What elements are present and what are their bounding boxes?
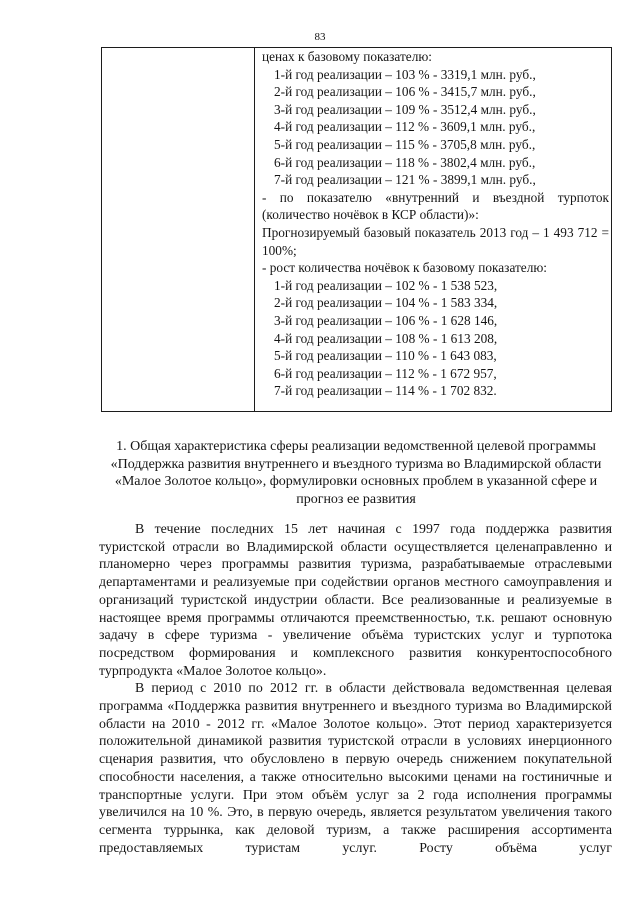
body-text	[99, 521, 612, 857]
program-table	[101, 47, 612, 412]
page-number: 83	[314, 31, 326, 43]
table-line: 4-й год реализации – 112 % - 3609,1 млн. руб.,	[274, 119, 536, 135]
table-line: 2-й год реализации – 106 % - 3415,7 млн. руб.,	[274, 84, 536, 100]
table-line: - рост количества ночёвок к базовому показателю:	[262, 260, 547, 276]
table-column-divider	[254, 48, 255, 411]
table-line: 7-й год реализации – 114 % - 1 702 832.	[274, 383, 497, 399]
table-line: 3-й год реализации – 106 % - 1 628 146,	[274, 312, 498, 328]
table-line: 5-й год реализации – 110 % - 1 643 083,	[274, 348, 497, 364]
table-line: - по показателю «внутренний и въездной турпоток (количество ночёвок в КСР области)»:	[262, 189, 609, 223]
table-line: 6-й год реализации – 118 % - 3802,4 млн. руб.,	[274, 154, 536, 170]
table-line: 2-й год реализации – 104 % - 1 583 334,	[274, 295, 498, 311]
table-cell-indicators	[262, 48, 609, 400]
table-line: 3-й год реализации – 109 % - 3512,4 млн. руб.,	[274, 101, 536, 117]
table-line: 4-й год реализации – 108 % - 1 613 208,	[274, 330, 498, 346]
section-heading: 1. Общая характеристика сферы реализации ведомственной целевой программы «Поддержка развития внутреннего и въездного туризма во Владимирской области «Малое Золотое кольцо», формулировки основных проблем в указанной сфере и прогноз ее развития	[110, 439, 602, 507]
table-line: 1-й год реализации – 102 % - 1 538 523,	[274, 277, 498, 293]
table-line: 5-й год реализации – 115 % - 3705,8 млн. руб.,	[274, 136, 536, 152]
table-line: ценах к базовому показателю:	[262, 49, 432, 64]
paragraph: В течение последних 15 лет начиная с 1997 года поддержка развития туристской отрасли во Владимирской области осуществляется целенаправленно и планомерно через программы развития туризма, разрабатываемые отраслевыми департаментами и реализуемые при содействии органов местного самоуправления и организаций туристской индустрии области. Все реализованные и реализуемые в настоящее время программы отличаются преемственностью, т.к. решают основную задачу в сфере туризма - увеличение объёма туристских услуг и турпотока посредством формирования и комплексного развития конкурентоспособного турпродукта «Малое Золотое кольцо».	[99, 522, 612, 679]
table-line: 1-й год реализации – 103 % - 3319,1 млн. руб.,	[274, 66, 536, 82]
table-line: Прогнозируемый базовый показатель 2013 год – 1 493 712 = 100%;	[262, 224, 609, 258]
table-line: 6-й год реализации – 112 % - 1 672 957,	[274, 365, 497, 381]
table-line: 7-й год реализации – 121 % - 3899,1 млн. руб.,	[274, 172, 536, 188]
paragraph: В период с 2010 по 2012 гг. в области действовала ведомственная целевая программа «Поддержка развития внутреннего и въездного туризма во Владимирской области на 2010 - 2012 гг. «Малое Золотое кольцо». Этот период характеризуется положительной динамикой развития туристской отрасли в условиях инерционного сценария развития, что обусловлено в первую очередь снижением покупательной способности населения, а также относительно высокими ценами на гостиничные и транспортные услуги. При этом объём услуг за 2 года исполнения программы увеличился на 10 %. Это, в первую очередь, является результатом увеличения такого сегмента туррынка, как деловой туризм, а также расширения ассортимента предоставляемых туристам услуг. Росту объёма услуг	[99, 681, 612, 856]
